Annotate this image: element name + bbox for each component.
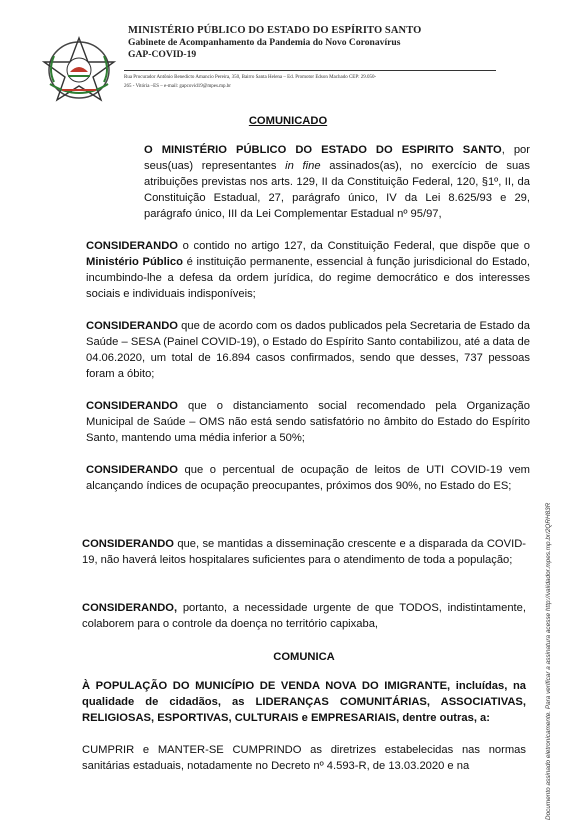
document-heading: COMUNICADO bbox=[248, 115, 328, 127]
office-code: GAP-COVID-19 bbox=[128, 49, 197, 60]
state-seal-icon bbox=[40, 32, 118, 102]
considering-paragraph-4: CONSIDERANDO que o percentual de ocupação de leitos de UTI COVID-19 vem alcançando índices de ocupação preocupantes, próximos dos 90%, no Estado do ES; bbox=[86, 464, 530, 492]
cumprir-paragraph: CUMPRIR e MANTER-SE CUMPRINDO as diretrizes estabelecidas nas normas sanitárias estaduais, notadamente no Decreto nº 4.593-R, de 13.03.2020 e na bbox=[82, 744, 526, 772]
comunica-heading: COMUNICA bbox=[273, 651, 335, 663]
intro-paragraph: O MINISTÉRIO PÚBLICO DO ESTADO DO ESPIRITO SANTO, por seus(uas) representantes in fine assinados(as), no exercício de suas atribuições previstas nos arts. 129, II da Constituição Federal, 120, §1º, II, da Constituição Estadual, 27, parágrafo único, IV da Lei 8.625/93 e 29, parágrafo único, III da Lei Complementar Estadual nº 95/97, bbox=[144, 144, 531, 220]
population-paragraph: À POPULAÇÃO DO MUNICÍPIO DE VENDA NOVA DO IMIGRANTE, incluídas, na qualidade de cidadãos, as LIDERANÇAS COMUNITÁRIAS, ASSOCIATIVAS, RELIGIOSAS, ESPORTIVAS, CULTURAIS e EMPRESARIAIS, dentre outras, a: bbox=[82, 680, 526, 724]
letterhead-text bbox=[128, 24, 498, 61]
signature-verification-note bbox=[544, 390, 558, 820]
header-divider bbox=[124, 70, 496, 71]
considering-paragraph-5: CONSIDERANDO que, se mantidas a disseminação crescente e a disparada da COVID-19, não haverá leitos hospitalares suficientes para o atendimento de toda a população; bbox=[82, 538, 526, 566]
address-line-1: Rua Procurador Antônio Benedicto Amancio Pereira, 350, Bairro Santa Helena – Ed. Promotor Edson Machado CEP: 29.050- bbox=[124, 75, 377, 80]
considering-paragraph-1: CONSIDERANDO o contido no artigo 127, da Constituição Federal, que dispõe que o Ministério Público é instituição permanente, essencial à função jurisdicional do Estado, incumbindo-lhe a defesa da ordem jurídica, do regime democrático e dos interesses sociais e individuais indisponíveis; bbox=[86, 240, 530, 300]
signature-verification-text: Documento assinado eletronicamente. Para verificar a assinatura acesse http://validador.mpes.mp.br/2QRH83R bbox=[545, 502, 552, 820]
office-name: Gabinete de Acompanhamento da Pandemia do Novo Coronavírus bbox=[128, 37, 401, 48]
address-line-2: 265 - Vitória –ES – e-mail: gapcovid19@mpes.mp.br bbox=[124, 84, 231, 89]
institution-name: MINISTÉRIO PÚBLICO DO ESTADO DO ESPÍRITO SANTO bbox=[128, 25, 422, 36]
considering-paragraph-3: CONSIDERANDO que o distanciamento social recomendado pela Organização Municipal de Saúde – OMS não está sendo satisfatório no âmbito do Estado do Espírito Santo, mantendo uma média inferior a 50%; bbox=[86, 400, 530, 444]
considering-paragraph-2: CONSIDERANDO que de acordo com os dados publicados pela Secretaria de Estado da Saúde – SESA (Painel COVID-19), o Estado do Espírito Santo contabilizou, até a data de 04.06.2020, um total de 16.894 casos confirmados, sendo que desses, 737 pessoas foram a óbito; bbox=[86, 320, 530, 380]
address-block bbox=[124, 73, 494, 91]
considering-paragraph-6: CONSIDERANDO, portanto, a necessidade urgente de que TODOS, indistintamente, colaborem para o controle da doença no território capixaba, bbox=[82, 602, 526, 630]
